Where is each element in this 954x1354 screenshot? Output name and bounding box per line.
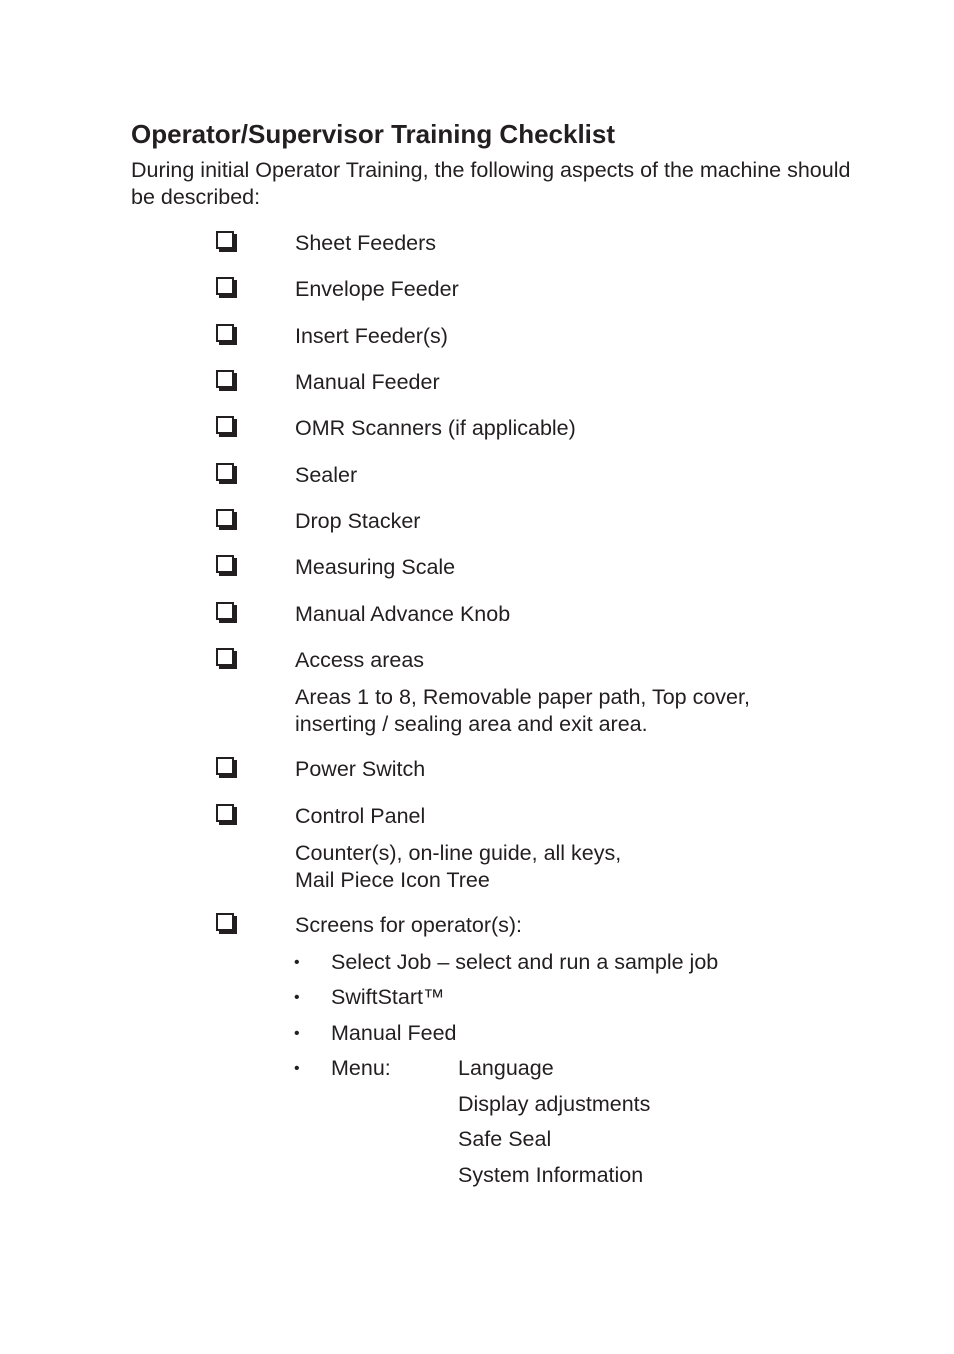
checklist-item-label: Screens for operator(s): bbox=[295, 913, 523, 937]
checklist-item-detail: Areas 1 to 8, Removable paper path, Top cover, bbox=[295, 685, 750, 709]
menu-sub-item: Display adjustments bbox=[458, 1092, 651, 1116]
checklist-item-label: Sheet Feeders bbox=[295, 231, 437, 255]
bullet-item bbox=[0, 1020, 954, 1047]
checklist-item-detail: Mail Piece Icon Tree bbox=[295, 868, 490, 892]
checkbox[interactable] bbox=[216, 231, 234, 249]
bullet-marker: • bbox=[294, 1060, 300, 1077]
checklist-item-detail: inserting / sealing area and exit area. bbox=[295, 712, 648, 736]
checkbox[interactable] bbox=[216, 804, 234, 822]
menu-sub-item: Safe Seal bbox=[458, 1127, 552, 1151]
checklist-item-label: Measuring Scale bbox=[295, 555, 456, 579]
bullet-marker: • bbox=[294, 954, 300, 971]
page-title: Operator/Supervisor Training Checklist bbox=[131, 119, 616, 149]
bullet-item-text: Select Job – select and run a sample job bbox=[331, 950, 719, 974]
checklist-item-label: OMR Scanners (if applicable) bbox=[295, 416, 576, 440]
checkbox[interactable] bbox=[216, 913, 234, 931]
bullet-marker: • bbox=[294, 1025, 300, 1042]
checkbox[interactable] bbox=[216, 555, 234, 573]
checklist-item-label: Sealer bbox=[295, 463, 358, 487]
checklist-item-label: Envelope Feeder bbox=[295, 277, 459, 301]
checkbox[interactable] bbox=[216, 602, 234, 620]
checkbox[interactable] bbox=[216, 509, 234, 527]
bullet-item-text: Menu: bbox=[331, 1056, 391, 1080]
checklist-item-label: Drop Stacker bbox=[295, 509, 421, 533]
checklist-item-detail: Counter(s), on-line guide, all keys, bbox=[295, 841, 622, 865]
checkbox[interactable] bbox=[216, 463, 234, 481]
checklist-item-label: Control Panel bbox=[295, 804, 426, 828]
checklist-item-label: Power Switch bbox=[295, 757, 426, 781]
bullet-item-text: SwiftStart™ bbox=[331, 985, 445, 1009]
bullet-item-text: Manual Feed bbox=[331, 1021, 457, 1045]
checklist-item-label: Manual Feeder bbox=[295, 370, 440, 394]
checklist-item-label: Access areas bbox=[295, 648, 425, 672]
intro-text: During initial Operator Training, the following aspects of the machine should be described: bbox=[131, 158, 851, 209]
checkbox[interactable] bbox=[216, 757, 234, 775]
checkbox[interactable] bbox=[216, 370, 234, 388]
checkbox[interactable] bbox=[216, 277, 234, 295]
checklist-item-label: Manual Advance Knob bbox=[295, 602, 511, 626]
checkbox[interactable] bbox=[216, 324, 234, 342]
menu-sub-item: System Information bbox=[458, 1163, 644, 1187]
menu-sub-item: Language bbox=[458, 1056, 554, 1080]
bullet-marker: • bbox=[294, 989, 300, 1006]
bullet-item bbox=[0, 949, 954, 976]
bullet-item bbox=[0, 984, 954, 1011]
checklist-item-label: Insert Feeder(s) bbox=[295, 324, 448, 348]
checkbox[interactable] bbox=[216, 648, 234, 666]
checkbox[interactable] bbox=[216, 416, 234, 434]
